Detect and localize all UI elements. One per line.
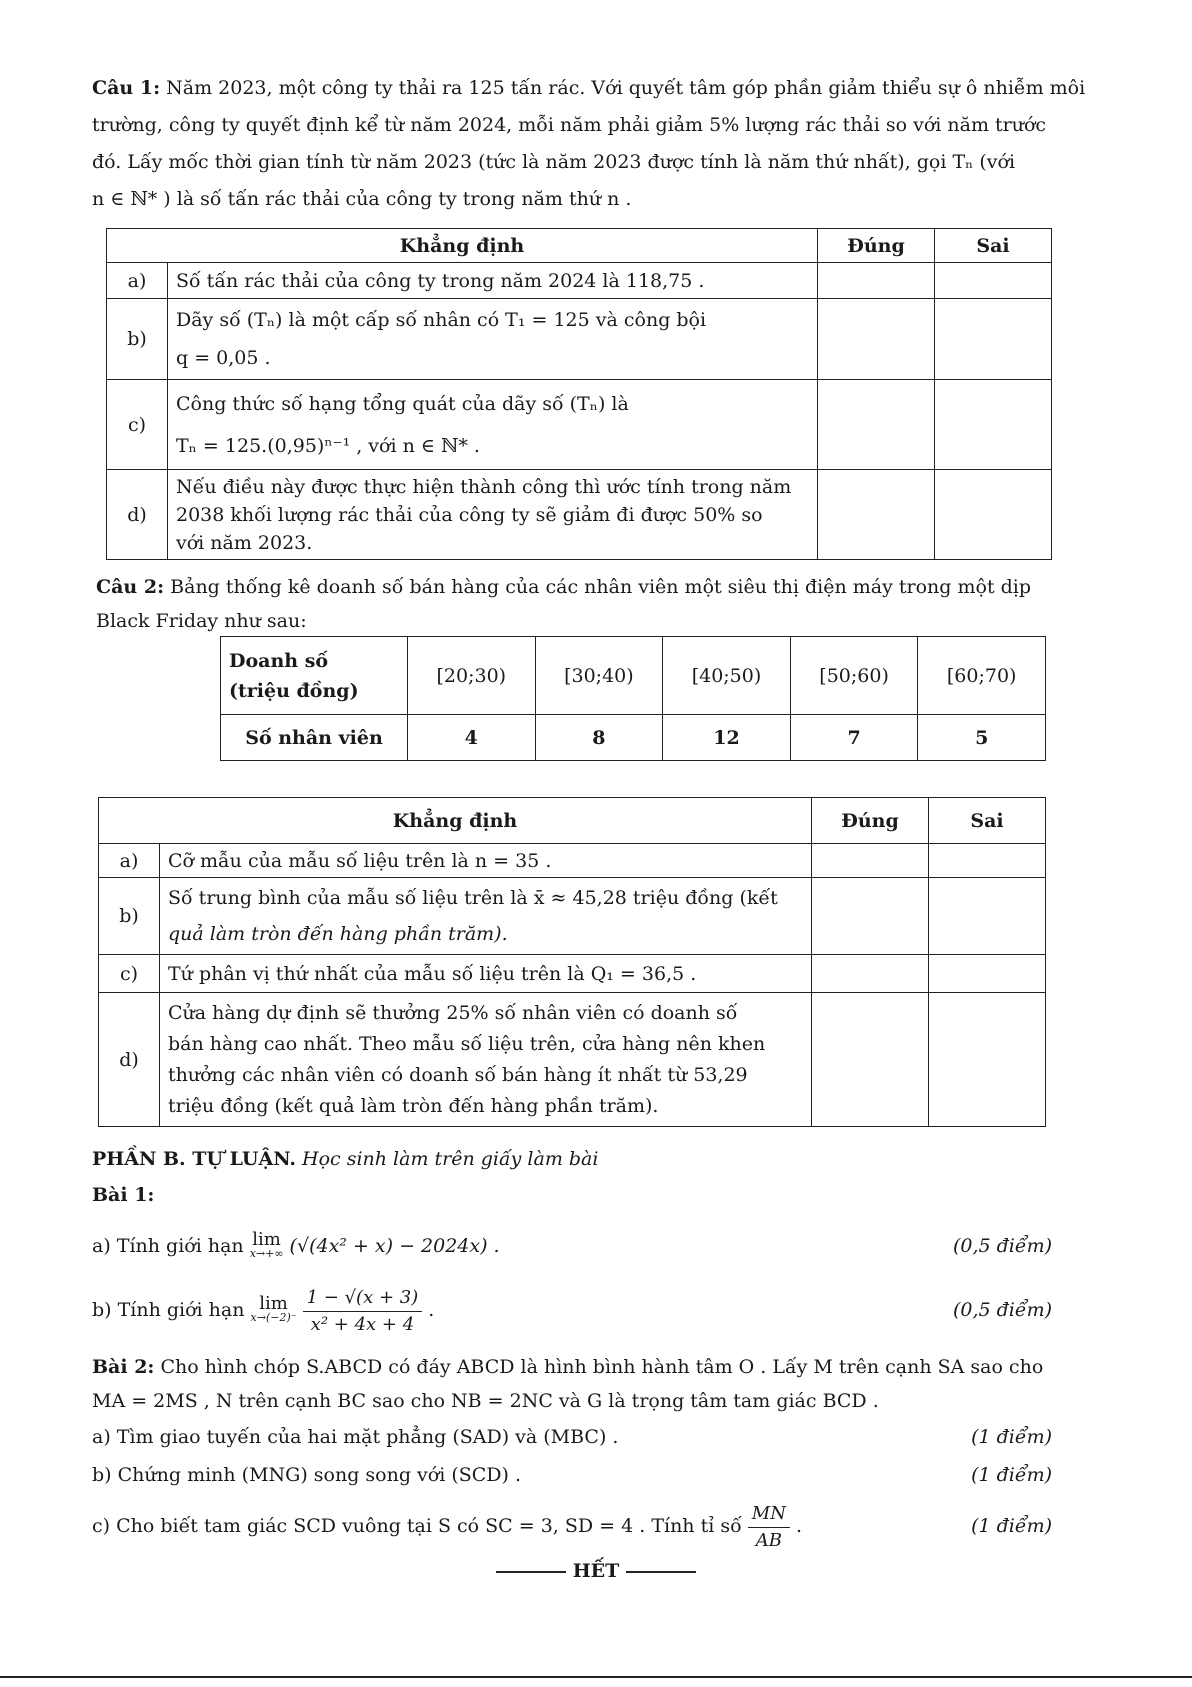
table-header-true: Đúng	[812, 798, 929, 844]
interval-cell: [60;70)	[918, 637, 1046, 715]
count-cell: 5	[918, 715, 1046, 761]
statement-line: 2038 khối lượng rác thải của công ty sẽ giảm đi được 50% so	[176, 503, 763, 526]
statement-line: q = 0,05 .	[176, 347, 271, 369]
question-1-line: đó. Lấy mốc thời gian tính từ năm 2023 (tức là năm 2023 được tính là năm thứ nhất), gọi Tₙ (với	[92, 151, 1016, 173]
row-label: d)	[107, 470, 168, 560]
fraction-denominator: AB	[755, 1529, 782, 1551]
question-2-table	[98, 797, 1046, 1127]
bai-1a-points: (0,5 điểm)	[952, 1235, 1052, 1257]
statement-cell	[160, 878, 812, 955]
false-checkbox-cell[interactable]	[929, 878, 1046, 955]
bai-2c-tail: .	[796, 1515, 803, 1537]
statement-line: thưởng các nhân viên có doanh số bán hàng ít nhất từ 53,29	[168, 1063, 748, 1086]
true-checkbox-cell[interactable]	[818, 299, 935, 380]
bai-1b-points: (0,5 điểm)	[952, 1299, 1052, 1321]
question-1-table	[106, 228, 1052, 560]
question-2-label: Câu 2:	[96, 576, 165, 598]
statement-cell	[168, 263, 818, 299]
page-bottom-edge	[0, 1676, 1192, 1687]
bai-2a-points: (1 điểm)	[971, 1426, 1052, 1448]
false-checkbox-cell[interactable]	[929, 993, 1046, 1127]
bai-2b-text: b) Chứng minh (MNG) song song với (SCD) .	[92, 1464, 522, 1486]
question-1-line: trường, công ty quyết định kể từ năm 2024, mỗi năm phải giảm 5% lượng rác thải so với năm trước	[92, 114, 1047, 136]
bai-1a-text: a) Tính giới hạn	[92, 1235, 244, 1257]
bai-1b-fraction	[303, 1285, 423, 1338]
count-cell: 12	[663, 715, 791, 761]
bai-1a	[92, 1224, 1052, 1268]
question-1-line: n ∈ ℕ* ) là số tấn rác thải của công ty trong năm thứ n .	[92, 188, 632, 210]
question-2-line: Bảng thống kê doanh số bán hàng của các nhân viên một siêu thị điện máy trong một dịp	[170, 576, 1032, 598]
false-checkbox-cell[interactable]	[935, 470, 1052, 560]
stats-header-line: Doanh số	[229, 649, 329, 672]
bai-2-intro	[92, 1350, 1052, 1418]
fraction-numerator: MN	[748, 1501, 790, 1528]
sales-stats-table	[220, 636, 1046, 761]
bai-2c	[92, 1496, 1052, 1556]
end-rule-right	[626, 1571, 696, 1573]
question-1-label: Câu 1:	[92, 77, 161, 99]
end-rule-left	[496, 1571, 566, 1573]
row-label: a)	[107, 263, 168, 299]
table-header-false: Sai	[935, 229, 1052, 263]
statement-line: Số trung bình của mẫu số liệu trên là x̄ ≈ 45,28 triệu đồng (kết	[168, 887, 778, 909]
part-b-title: PHẦN B. TỰ LUẬN.	[92, 1148, 296, 1170]
row-label: a)	[99, 844, 160, 878]
statement-cell	[168, 470, 818, 560]
bai-1-label: Bài 1:	[92, 1184, 155, 1206]
stats-header-line: (triệu đồng)	[229, 679, 359, 702]
question-1-line: Năm 2023, một công ty thải ra 125 tấn rác. Với quyết tâm góp phần giảm thiểu sự ô nhiễm môi	[166, 77, 1086, 99]
limit-subscript: x→+∞	[249, 1247, 284, 1260]
true-checkbox-cell[interactable]	[818, 263, 935, 299]
question-2-line: Black Friday như sau:	[96, 610, 307, 632]
false-checkbox-cell[interactable]	[935, 380, 1052, 470]
row-label: b)	[99, 878, 160, 955]
statement-line: Dãy số (Tₙ) là một cấp số nhân có T₁ = 125 và công bội	[176, 309, 707, 331]
fraction-numerator: 1 − √(x + 3)	[303, 1285, 423, 1312]
bai-1b-text: b) Tính giới hạn	[92, 1299, 245, 1321]
row-label: c)	[107, 380, 168, 470]
false-checkbox-cell[interactable]	[935, 299, 1052, 380]
bai-2-intro-line: MA = 2MS , N trên cạnh BC sao cho NB = 2NC và G là trọng tâm tam giác BCD .	[92, 1390, 879, 1412]
row-label: b)	[107, 299, 168, 380]
limit-subscript: x→(−2)⁻	[250, 1311, 297, 1324]
statement-cell	[160, 993, 812, 1127]
statement-line: Số tấn rác thải của công ty trong năm 2024 là 118,75 .	[176, 269, 705, 292]
limit-label: lim	[259, 1293, 288, 1314]
part-b-subtitle: Học sinh làm trên giấy làm bài	[302, 1148, 599, 1170]
row-label: d)	[99, 993, 160, 1127]
row-label: c)	[99, 955, 160, 993]
bai-2a	[92, 1420, 1052, 1454]
statement-line: bán hàng cao nhất. Theo mẫu số liệu trên, cửa hàng nên khen	[168, 1032, 766, 1055]
statement-line: Cỡ mẫu của mẫu số liệu trên là n = 35 .	[168, 849, 552, 872]
end-marker	[0, 1560, 1192, 1582]
bai-2c-points: (1 điểm)	[971, 1515, 1052, 1537]
bai-2-intro-line: Cho hình chóp S.ABCD có đáy ABCD là hình bình hành tâm O . Lấy M trên cạnh SA sao cho	[160, 1356, 1044, 1378]
limit-symbol	[249, 1229, 284, 1261]
fraction-denominator: x² + 4x + 4	[310, 1313, 415, 1335]
limit-label: lim	[252, 1229, 281, 1250]
bai-1b	[92, 1278, 1052, 1342]
statement-cell	[160, 844, 812, 878]
false-checkbox-cell[interactable]	[929, 844, 1046, 878]
bai-1-heading	[92, 1184, 1052, 1206]
interval-cell: [30;40)	[535, 637, 663, 715]
true-checkbox-cell[interactable]	[812, 955, 929, 993]
part-b-heading	[92, 1148, 1052, 1170]
true-checkbox-cell[interactable]	[818, 380, 935, 470]
bai-2b	[92, 1458, 1052, 1492]
interval-cell: [20;30)	[408, 637, 536, 715]
statement-cell	[168, 380, 818, 470]
question-1	[92, 70, 1092, 218]
bai-2b-points: (1 điểm)	[971, 1464, 1052, 1486]
statement-line: Tₙ = 125.(0,95)ⁿ⁻¹ , với n ∈ ℕ* .	[176, 434, 480, 457]
false-checkbox-cell[interactable]	[935, 263, 1052, 299]
true-checkbox-cell[interactable]	[812, 844, 929, 878]
statement-line: Tứ phân vị thứ nhất của mẫu số liệu trên là Q₁ = 36,5 .	[168, 962, 697, 985]
true-checkbox-cell[interactable]	[818, 470, 935, 560]
false-checkbox-cell[interactable]	[929, 955, 1046, 993]
statement-line: triệu đồng (kết quả làm tròn đến hàng phần trăm).	[168, 1094, 659, 1117]
table-header-false: Sai	[929, 798, 1046, 844]
statement-line: Nếu điều này được thực hiện thành công thì ước tính trong năm	[176, 475, 792, 498]
question-2	[96, 570, 1116, 638]
bai-1a-expression: (√(4x² + x) − 2024x) .	[289, 1235, 500, 1257]
interval-cell: [40;50)	[663, 637, 791, 715]
table-header-statement: Khẳng định	[107, 229, 818, 263]
true-checkbox-cell[interactable]	[812, 993, 929, 1127]
true-checkbox-cell[interactable]	[812, 878, 929, 955]
table-header-statement: Khẳng định	[99, 798, 812, 844]
bai-2-label: Bài 2:	[92, 1356, 155, 1378]
bai-1b-tail: .	[428, 1299, 435, 1321]
table-header-true: Đúng	[818, 229, 935, 263]
stats-header-count: Số nhân viên	[221, 715, 408, 761]
bai-2c-fraction	[748, 1501, 790, 1554]
stats-header-sales	[221, 637, 408, 715]
interval-cell: [50;60)	[790, 637, 918, 715]
statement-cell	[160, 955, 812, 993]
count-cell: 7	[790, 715, 918, 761]
statement-cell	[168, 299, 818, 380]
statement-line: Cửa hàng dự định sẽ thưởng 25% số nhân viên có doanh số	[168, 1001, 738, 1024]
bai-2a-text: a) Tìm giao tuyến của hai mặt phẳng (SAD) và (MBC) .	[92, 1426, 619, 1448]
limit-symbol	[250, 1293, 297, 1325]
statement-line: với năm 2023.	[176, 531, 313, 554]
end-text: HẾT	[572, 1560, 620, 1582]
statement-line: quả làm tròn đến hàng phần trăm).	[168, 923, 508, 945]
count-cell: 4	[408, 715, 536, 761]
statement-line: Công thức số hạng tổng quát của dãy số (Tₙ) là	[176, 392, 629, 415]
count-cell: 8	[535, 715, 663, 761]
bai-2c-text: c) Cho biết tam giác SCD vuông tại S có SC = 3, SD = 4 . Tính tỉ số	[92, 1515, 742, 1537]
